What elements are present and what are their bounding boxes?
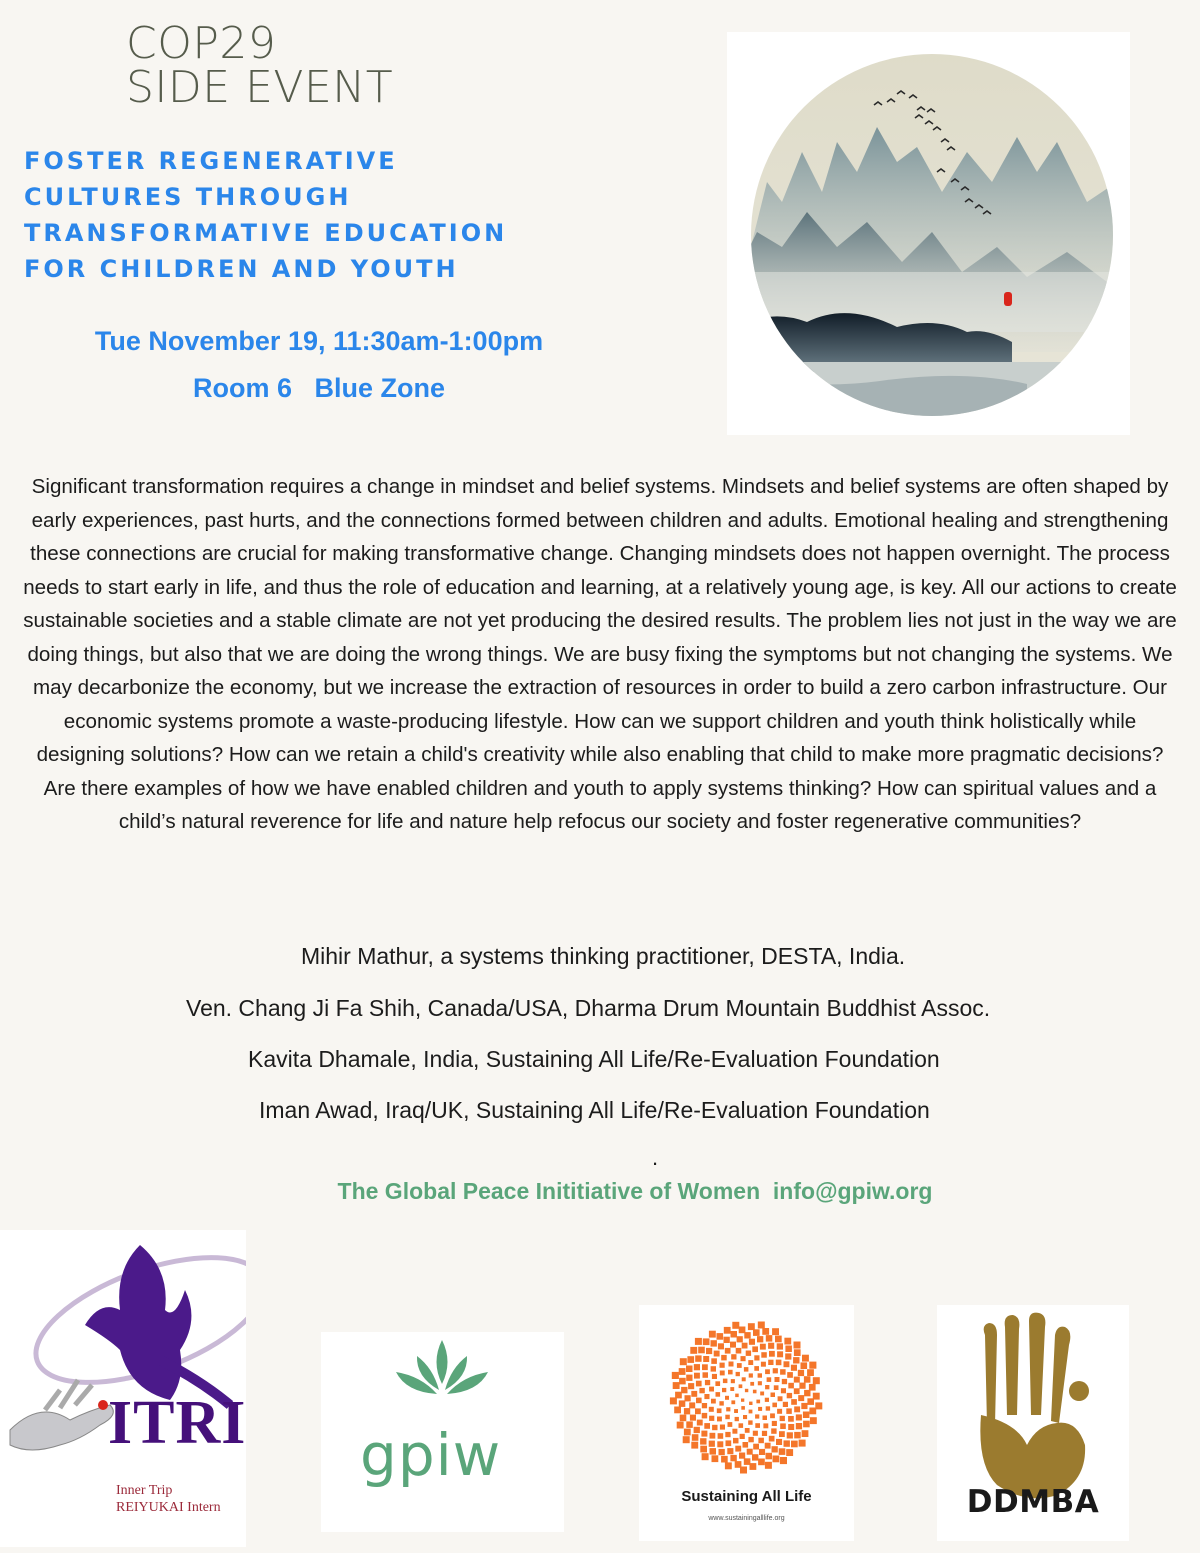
sunflower-seed	[732, 1429, 737, 1434]
sunflower-seed	[687, 1356, 694, 1363]
separator-dot: .	[652, 1145, 659, 1170]
sunflower-seed	[779, 1431, 785, 1437]
itri-logo-caption-line-2: REIYUKAI Intern	[116, 1500, 221, 1515]
speaker-line: Mihir Mathur, a systems thinking practitioner, DESTA, India.	[301, 943, 906, 969]
sunflower-seed	[758, 1381, 762, 1385]
sunflower-seed	[709, 1416, 714, 1421]
subtitle-line: TRANSFORMATIVE EDUCATION	[24, 219, 508, 247]
sunflower-seed	[745, 1389, 748, 1392]
sunflower-seed	[802, 1430, 809, 1437]
sunflower-seed	[730, 1387, 734, 1391]
sunflower-seed	[715, 1381, 720, 1386]
sunflower-seed	[740, 1434, 745, 1439]
sunflower-seed	[786, 1449, 793, 1456]
sunflower-seed	[740, 1467, 747, 1474]
sunflower-seed	[684, 1408, 690, 1414]
sunflower-seed	[725, 1432, 730, 1437]
sunflower-seed	[742, 1343, 748, 1349]
sunflower-seed	[765, 1443, 771, 1449]
gpiw-logo-word: gpiw	[360, 1421, 502, 1489]
sunflower-seed	[709, 1331, 716, 1338]
event-location: Room 6 Blue Zone	[192, 373, 446, 403]
sunflower-seed	[725, 1462, 732, 1469]
sunflower-seed	[742, 1377, 746, 1381]
sunflower-seed	[700, 1446, 707, 1453]
sunflower-seed	[725, 1415, 730, 1420]
subtitle-line: CULTURES THROUGH	[24, 183, 352, 211]
sunflower-seed	[755, 1414, 759, 1418]
sunflower-seed	[798, 1370, 804, 1376]
sunflower-seed	[770, 1413, 775, 1418]
sunflower-seed	[766, 1406, 770, 1410]
sunflower-seed	[710, 1448, 717, 1455]
sunflower-seed	[709, 1441, 715, 1447]
sunflower-seed	[725, 1396, 729, 1400]
sunflower-seed	[688, 1383, 694, 1389]
itri-logo-caption	[116, 1482, 221, 1516]
sunflower-seed	[755, 1423, 760, 1428]
sunflower-seed	[670, 1397, 677, 1404]
sunflower-seed	[773, 1368, 778, 1373]
sal-logo-word: Sustaining All Life	[681, 1488, 812, 1505]
sunflower-seed	[735, 1417, 739, 1421]
sunflower-seed	[801, 1403, 807, 1409]
sunflower-seed	[748, 1323, 755, 1330]
sunflower-seed	[675, 1392, 682, 1399]
event-datetime: Tue November 19, 11:30am-1:00pm	[94, 326, 544, 356]
sunflower-seed	[721, 1456, 728, 1463]
sunflower-seed	[728, 1422, 733, 1427]
sunflower-seed	[758, 1373, 762, 1377]
sunflower-seed	[787, 1432, 793, 1438]
sunflower-seed	[743, 1415, 747, 1419]
sunflower-seed	[739, 1453, 745, 1459]
sunflower-seed	[760, 1392, 764, 1396]
sunflower-seed	[690, 1415, 696, 1421]
sunflower-seed	[772, 1421, 777, 1426]
sunflower-seed	[744, 1458, 751, 1465]
sunflower-seed	[758, 1407, 762, 1411]
sunflower-seed	[749, 1410, 753, 1414]
sunflower-seed	[718, 1433, 724, 1439]
sunflower-seed	[730, 1342, 736, 1348]
speaker-line: Iman Awad, Iraq/UK, Sustaining All Life/Re-Evaluation Foundation	[259, 1097, 930, 1123]
mountain-mist-painting-icon	[727, 32, 1130, 435]
sunflower-seed	[778, 1396, 783, 1401]
sunflower-seed	[684, 1429, 691, 1436]
sunflower-seed	[761, 1352, 767, 1358]
sunflower-seed	[777, 1409, 782, 1414]
sunflower-seed	[696, 1381, 702, 1387]
sunflower-seed	[784, 1361, 790, 1367]
sunflower-seed	[709, 1407, 714, 1412]
sunflower-seed	[758, 1322, 765, 1329]
sunflower-seed	[720, 1363, 725, 1368]
sunflower-seed	[793, 1357, 799, 1363]
sunflower-seed	[695, 1355, 701, 1361]
sunflower-icon	[639, 1305, 854, 1541]
sunflower-seed	[673, 1382, 680, 1389]
sunflower-seed	[736, 1348, 742, 1354]
sunflower-seed	[772, 1403, 777, 1408]
sunflower-seed	[704, 1394, 709, 1399]
sunflower-seed	[731, 1331, 738, 1338]
sunflower-seed	[691, 1442, 698, 1449]
sunflower-seed	[787, 1393, 792, 1398]
sunflower-seed	[695, 1408, 701, 1414]
sunflower-seed	[782, 1379, 787, 1384]
sunflower-seed	[711, 1358, 717, 1364]
event-when	[24, 318, 614, 412]
sunflower-seed	[769, 1436, 775, 1442]
sunflower-seed	[702, 1364, 708, 1370]
sunflower-seed	[765, 1369, 770, 1374]
sunflower-seed	[774, 1385, 779, 1390]
sunflower-seed	[815, 1402, 822, 1409]
sunflower-seed	[759, 1449, 765, 1455]
sunflower-seed	[758, 1459, 765, 1466]
sustaining-all-life-logo	[639, 1305, 854, 1541]
event-heading-line-2: SIDE EVENT	[126, 62, 394, 113]
sunflower-seed	[704, 1423, 710, 1429]
sunflower-seed	[773, 1456, 780, 1463]
sunflower-seed	[721, 1355, 727, 1361]
sunflower-seed	[776, 1439, 782, 1445]
sunflower-seed	[776, 1360, 782, 1366]
sunflower-seed	[745, 1428, 750, 1433]
sunflower-seed	[775, 1336, 782, 1343]
speaker-line: Kavita Dhamale, India, Sustaining All Life/Re-Evaluation Foundation	[248, 1046, 940, 1072]
sunflower-seed	[696, 1398, 702, 1404]
sunflower-seed	[753, 1390, 757, 1394]
sunflower-seed	[706, 1348, 712, 1354]
event-subtitle	[24, 143, 684, 287]
sunflower-seed	[760, 1344, 766, 1350]
sunflower-seed	[718, 1343, 724, 1349]
sunflower-seed	[791, 1399, 797, 1405]
sunflower-seed	[785, 1353, 791, 1359]
sunflower-seed	[791, 1441, 798, 1448]
sunflower-seed	[679, 1378, 686, 1385]
speaker-line: Ven. Chang Ji Fa Shih, Canada/USA, Dharma Drum Mountain Buddhist Assoc.	[186, 995, 991, 1021]
sunflower-seed	[753, 1329, 760, 1336]
sunflower-seed	[703, 1372, 709, 1378]
sunflower-seed	[712, 1425, 717, 1430]
sunflower-seed	[804, 1376, 811, 1383]
sunflower-seed	[714, 1351, 720, 1357]
sunflower-seed	[794, 1349, 801, 1356]
sunflower-seed	[691, 1391, 697, 1397]
sunflower-seed	[809, 1362, 816, 1369]
sunflower-seed	[730, 1455, 736, 1461]
sunflower-seed	[729, 1362, 734, 1367]
sunflower-seed	[681, 1387, 687, 1393]
sunflower-seed	[724, 1327, 731, 1334]
sunflower-seed	[780, 1416, 785, 1421]
event-heading-line-1: COP29	[126, 18, 277, 69]
sunflower-seed	[794, 1377, 800, 1383]
sunflower-seed	[711, 1340, 717, 1346]
sunflower-seed	[772, 1328, 779, 1335]
sunflower-seed	[753, 1431, 758, 1436]
sunflower-seed	[698, 1347, 705, 1354]
sunflower-seed	[794, 1406, 800, 1412]
sunflower-seed	[733, 1438, 739, 1444]
sunflower-seed	[748, 1420, 752, 1424]
sunflower-seed	[766, 1335, 773, 1342]
sunflower-seed	[766, 1453, 773, 1460]
sunflower-seed	[763, 1423, 768, 1428]
sunflower-seed	[754, 1355, 759, 1360]
sunflower-seed	[690, 1347, 697, 1354]
sunflower-seed	[677, 1422, 684, 1429]
sunflower-seed	[765, 1385, 769, 1389]
organizer-email-link[interactable]: info@gpiw.org	[772, 1178, 933, 1204]
sunflower-seed	[783, 1402, 788, 1407]
sunflower-seed	[724, 1337, 730, 1343]
sunflower-seed	[813, 1377, 820, 1384]
sunflower-seed	[720, 1425, 725, 1430]
sunflower-seed	[680, 1415, 687, 1422]
sunflower-seed	[752, 1454, 758, 1460]
sunflower-seed	[809, 1384, 816, 1391]
sunflower-seed	[741, 1356, 746, 1361]
sunflower-seed	[787, 1372, 793, 1378]
sunflower-seed	[753, 1444, 759, 1450]
ddmba-logo-word: DDMBA	[966, 1484, 1100, 1520]
sunflower-seed	[735, 1446, 741, 1452]
sunflower-seed	[747, 1449, 753, 1455]
organizer-name: The Global Peace Inititiative of Women	[337, 1178, 761, 1204]
subtitle-line: FOR CHILDREN AND YOUTH	[24, 255, 459, 283]
sunflower-seed	[801, 1362, 808, 1369]
sunflower-seed	[779, 1448, 786, 1455]
sunflower-seed	[750, 1382, 754, 1386]
sunflower-seed	[765, 1398, 769, 1402]
sunflower-seed	[762, 1431, 767, 1436]
sunflower-seed	[749, 1402, 752, 1405]
sunflower-seed	[796, 1423, 802, 1429]
sunflower-seed	[710, 1433, 716, 1439]
sunflower-seed	[722, 1388, 726, 1392]
sunflower-seed	[788, 1383, 794, 1389]
sunflower-seed	[737, 1363, 742, 1368]
sunflower-seed	[694, 1427, 700, 1433]
sunflower-seed	[749, 1373, 753, 1377]
sunflower-seed	[762, 1328, 769, 1335]
sunflower-seed	[761, 1362, 766, 1367]
sunflower-seed	[763, 1416, 768, 1421]
event-heading	[126, 18, 546, 113]
sunflower-seed	[781, 1388, 786, 1393]
sunflower-seed	[777, 1343, 783, 1349]
sunflower-seed	[692, 1434, 699, 1441]
sunflower-seed	[784, 1338, 791, 1345]
sunflower-seed	[701, 1431, 707, 1437]
sunflower-seed	[788, 1424, 794, 1430]
sunflower-seed	[725, 1348, 731, 1354]
sunflower-seed	[720, 1371, 725, 1376]
sunflower-seed	[731, 1400, 735, 1404]
sunflower-seed	[703, 1356, 709, 1362]
sunflower-seed	[712, 1374, 717, 1379]
sunflower-seed	[739, 1327, 746, 1334]
sunflower-seed	[785, 1346, 792, 1353]
sunflower-seed	[719, 1401, 723, 1405]
sunflower-seed	[680, 1358, 687, 1365]
sunflower-seed	[717, 1408, 722, 1413]
sunflower-seed	[798, 1395, 804, 1401]
sunflower-seed	[728, 1370, 733, 1375]
sunflower-seed	[709, 1387, 714, 1392]
sunflower-seed	[807, 1369, 814, 1376]
sunflower-seed	[686, 1366, 693, 1373]
sunflower-seed	[788, 1416, 794, 1422]
sunflower-seed	[743, 1442, 749, 1448]
sunflower-seed	[741, 1399, 744, 1402]
sunflower-seed	[799, 1440, 806, 1447]
sunflower-seed	[746, 1351, 751, 1356]
sunflower-seed	[784, 1440, 790, 1446]
sunflower-seed	[734, 1409, 738, 1413]
sunflower-seed	[777, 1351, 783, 1357]
sunflower-seed	[739, 1384, 743, 1388]
sunflower-seed	[803, 1421, 810, 1428]
sunflower-seed	[737, 1336, 743, 1342]
sunflower-seed	[775, 1377, 780, 1382]
sunflower-seed	[699, 1388, 704, 1393]
sunflower-seed	[794, 1342, 801, 1349]
sunflower-seed	[735, 1394, 739, 1398]
sunflower-seed	[703, 1338, 710, 1345]
sunflower-seed	[768, 1343, 774, 1349]
sunflower-seed	[674, 1407, 681, 1414]
sunflower-seed	[679, 1368, 686, 1375]
sunflower-seed	[702, 1403, 707, 1408]
sunflower-seed	[726, 1440, 732, 1446]
sunflower-seed	[813, 1393, 820, 1400]
sunflower-seed	[685, 1395, 691, 1401]
sunflower-seed	[695, 1338, 702, 1345]
sunflower-seed	[809, 1408, 816, 1415]
sunflower-seed	[758, 1438, 764, 1444]
sunflower-seed	[697, 1420, 703, 1426]
sunflower-seed	[702, 1453, 709, 1460]
sunflower-seed	[757, 1336, 763, 1342]
sunflower-seed	[741, 1406, 745, 1410]
sunflower-seed	[683, 1436, 690, 1443]
sunflower-seed	[799, 1383, 805, 1389]
sunflower-seed	[686, 1421, 693, 1428]
sunflower-seed	[717, 1333, 724, 1340]
sunflower-seed	[765, 1462, 772, 1469]
sunflower-seed	[744, 1367, 749, 1372]
itri-logo-word: ITRI	[108, 1389, 247, 1457]
sunflower-seed	[804, 1390, 810, 1396]
sunflower-seed	[794, 1388, 800, 1394]
sunflower-seed	[723, 1379, 728, 1384]
sunflower-seed	[748, 1437, 753, 1442]
sunflower-seed	[780, 1423, 786, 1429]
sunflower-seed	[711, 1366, 716, 1371]
sunflower-seed	[694, 1373, 700, 1379]
sunflower-seed	[780, 1369, 786, 1375]
sunflower-seed	[739, 1423, 744, 1428]
sal-logo-url: www.sustainingalllife.org	[708, 1515, 785, 1522]
sunflower-seed	[754, 1366, 759, 1371]
sunflower-seed	[749, 1339, 755, 1345]
sunflower-seed	[752, 1346, 758, 1352]
sunflower-seed	[731, 1354, 736, 1359]
sunflower-seed	[796, 1414, 802, 1420]
event-description: Significant transformation requires a change in mindset and belief systems. Mindsets and belief systems are often shaped by early experiences, past hurts, and the connections formed between children and adults. Emotional healing and strengthening these connections are crucial for making transformative change. Changing mindsets does not happen overnight. The process needs to start early in life, and thus the role of education and learning, at a relatively young age, is key. All our actions to create sustainable societies and a stable climate are not yet producing the desired results. The problem lies not just in the way we are doing things, but also that we are doing the wrong things. We are busy fixing the symptoms but not changing the systems. We may decarbonize the economy, but we increase the extraction of resources in order to build a zero carbon infrastructure. Our economic systems promote a waste-producing lifestyle. How can we support children and youth think holistically while designing solutions? How can we retain a child's creativity while also enabling that child to make more pragmatic decisions? Are there examples of how we have enabled children and youth to apply systems thinking? How can spiritual values and a child’s natural reverence for life and nature help refocus our society and foster regenerative communities?	[23, 475, 1177, 833]
sunflower-seed	[694, 1364, 700, 1370]
sunflower-seed	[686, 1375, 692, 1381]
sunflower-seed	[726, 1407, 730, 1411]
sunflower-seed	[732, 1322, 739, 1329]
sunflower-seed	[791, 1365, 797, 1371]
sunflower-seed	[768, 1360, 773, 1365]
sunflower-seed	[736, 1372, 740, 1376]
sunflower-seed	[719, 1449, 725, 1455]
sunflower-seed	[717, 1441, 723, 1447]
sunflower-seed	[705, 1380, 710, 1385]
landscape-artwork	[727, 32, 1130, 435]
sunflower-seed	[786, 1408, 792, 1414]
organizer-line	[0, 1175, 1200, 1207]
sunflower-seed	[802, 1355, 809, 1362]
sunflower-seed	[716, 1392, 721, 1397]
subtitle-line: FOSTER REGENERATIVE	[24, 147, 398, 175]
sunflower-seed	[750, 1463, 757, 1470]
sunflower-seed	[771, 1428, 776, 1433]
sunflower-seed	[810, 1417, 817, 1424]
sunflower-seed	[769, 1351, 775, 1357]
sunflower-seed	[772, 1446, 778, 1452]
sunflower-seed	[756, 1400, 760, 1404]
sunflower-seed	[679, 1400, 686, 1407]
sunflower-seed	[767, 1377, 772, 1382]
sunflower-seed	[780, 1457, 787, 1464]
sunflower-seed	[717, 1417, 722, 1422]
sunflower-seed	[731, 1379, 735, 1383]
sunflower-seed	[748, 1360, 753, 1365]
sunflower-seed	[794, 1432, 801, 1439]
sunflower-seed	[771, 1393, 776, 1398]
sunflower-seed	[803, 1412, 810, 1419]
sunflower-seed	[712, 1455, 719, 1462]
sunflower-seed	[689, 1402, 695, 1408]
sunflower-seed	[672, 1372, 679, 1379]
sunflower-seed	[727, 1448, 733, 1454]
itri-logo-caption-line-1: Inner Trip	[116, 1483, 173, 1498]
sunflower-seed	[711, 1399, 716, 1404]
sunflower-seed	[700, 1438, 706, 1444]
sunflower-seed	[702, 1413, 708, 1419]
